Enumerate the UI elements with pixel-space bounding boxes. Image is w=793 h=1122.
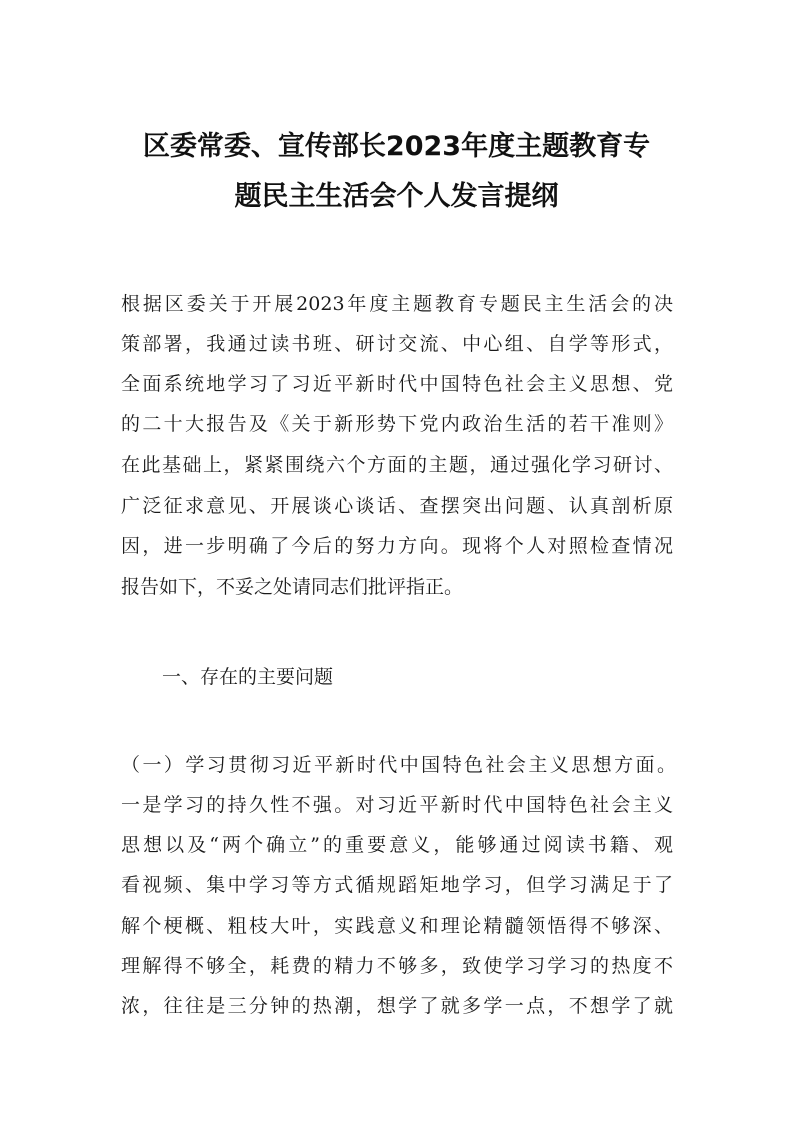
intro-line: 全面系统地学习了习近平新时代中国特色社会主义思想、党	[121, 373, 673, 395]
intro-line: 报告如下，不妥之处请同志们批评指正。	[121, 576, 464, 598]
intro-line: 的二十大报告及《关于新形势下党内政治生活的若干准则》	[121, 413, 673, 435]
intro-line: 广泛征求意见、开展谈心谈话、查摆突出问题、认真剖析原	[121, 495, 673, 517]
section-heading: 一、存在的主要问题	[162, 666, 334, 688]
title-line-2: 题民主生活会个人发言提纲	[234, 181, 559, 212]
intro-line: 根据区委关于开展2023年度主题教育专题民主生活会的决	[121, 293, 673, 315]
section-line: 浓，往往是三分钟的热潮，想学了就多学一点，不想学了就	[121, 995, 673, 1017]
section-line: 理解得不够全，耗费的精力不够多，致使学习学习的热度不	[121, 955, 673, 977]
intro-line: 在此基础上，紧紧围绕六个方面的主题，通过强化学习研讨、	[121, 454, 673, 476]
title-line-1: 区委常委、宣传部长2023年度主题教育专	[142, 131, 651, 162]
intro-line: 策部署，我通过读书班、研讨交流、中心组、自学等形式，	[121, 333, 673, 355]
intro-line: 因，进一步明确了今后的努力方向。现将个人对照检查情况	[121, 535, 673, 557]
section-line: 解个梗概、粗枝大叶，实践意义和理论精髓领悟得不够深、	[121, 915, 673, 937]
section-line: 看视频、集中学习等方式循规蹈矩地学习，但学习满足于了	[121, 874, 673, 896]
section-line: （一）学习贯彻习近平新时代中国特色社会主义思想方面。	[121, 754, 676, 776]
section-line: 思想以及“两个确立”的重要意义，能够通过阅读书籍、观	[121, 834, 673, 856]
section-line: 一是学习的持久性不强。对习近平新时代中国特色社会主义	[121, 794, 673, 816]
document-title	[110, 122, 683, 222]
